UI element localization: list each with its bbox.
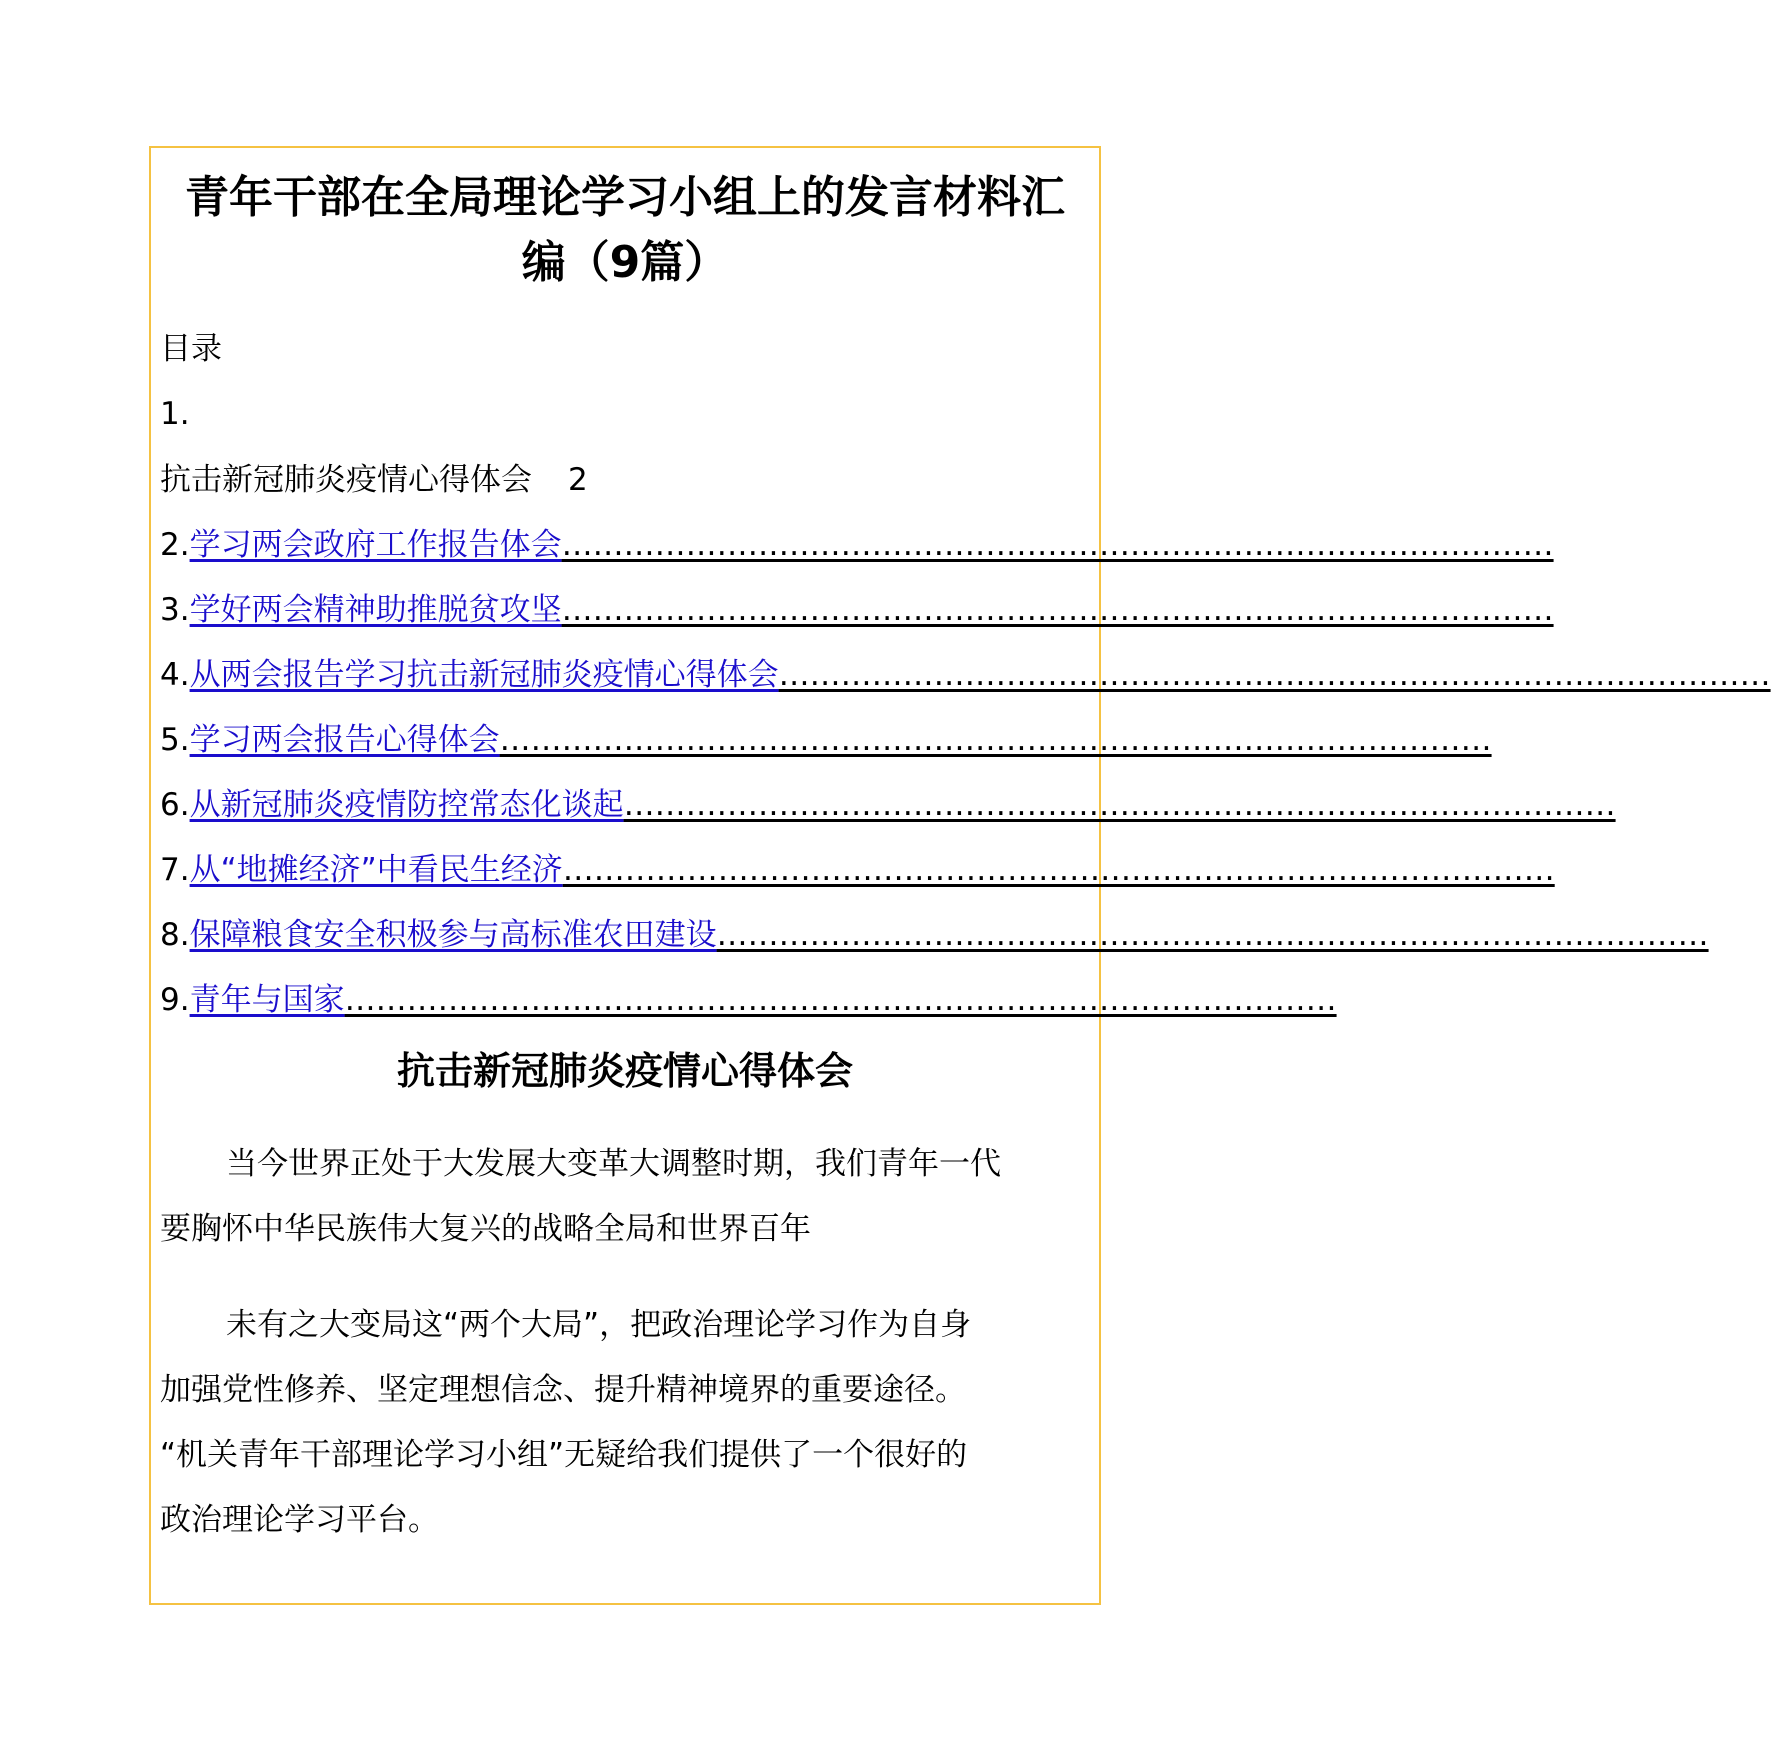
- toc-entry-8: [160, 913, 1709, 957]
- paragraph-1-line-1: [160, 1132, 1060, 1196]
- toc-entry-link[interactable]: 青年与国家: [189, 982, 345, 1018]
- toc-entry-1: [160, 458, 588, 502]
- toc-entry-number: 4.: [160, 657, 190, 693]
- toc-leader-dots: ……………………………………………………………………………………: [623, 787, 1616, 823]
- toc-entry-number: 7.: [160, 852, 190, 888]
- toc-entry-link[interactable]: 保障粮食安全积极参与高标准农田建设: [189, 917, 717, 953]
- toc-entry-6: [160, 783, 1616, 827]
- toc-entry-link[interactable]: 从新冠肺炎疫情防控常态化谈起: [189, 787, 624, 823]
- paragraph-2-line-2: 加强党性修养、坚定理想信念、提升精神境界的重要途径。: [160, 1372, 966, 1408]
- paragraph-2-line-3: “机关青年干部理论学习小组”无疑给我们提供了一个很好的: [160, 1437, 968, 1473]
- toc-entry-7: [160, 848, 1555, 892]
- toc-entry-9: [160, 978, 1337, 1022]
- toc-entry-5: [160, 718, 1492, 762]
- paragraph-text: 未有之大变局这“两个大局”，把政治理论学习作为自身: [226, 1307, 972, 1343]
- toc-leader-dots: ……………………………………………………………………………………: [716, 917, 1709, 953]
- paragraph-2-line-4: 政治理论学习平台。: [160, 1502, 439, 1538]
- toc-entry-link[interactable]: 学习两会报告心得体会: [189, 722, 500, 758]
- toc-entry-1-page: 2: [568, 462, 588, 498]
- toc-entry-link[interactable]: 从“地摊经济”中看民生经济: [189, 852, 563, 888]
- toc-first-number: 1.: [160, 396, 190, 432]
- paragraph-1-line-2: 要胸怀中华民族伟大复兴的战略全局和世界百年: [160, 1211, 811, 1247]
- toc-entry-number: 8.: [160, 917, 190, 953]
- toc-entry-number: 6.: [160, 787, 190, 823]
- document-title-line-2: 编（9篇）: [521, 237, 729, 288]
- paragraph-text: 当今世界正处于大发展大变革大调整时期，我们青年一代: [226, 1146, 1001, 1182]
- toc-entry-link[interactable]: 从两会报告学习抗击新冠肺炎疫情心得体会: [189, 657, 779, 693]
- toc-entry-2: [160, 523, 1554, 567]
- paragraph-2-line-1: [160, 1293, 1060, 1357]
- toc-entry-number: 5.: [160, 722, 190, 758]
- toc-entry-number: 3.: [160, 592, 190, 628]
- toc-leader-dots: ……………………………………………………………………………………: [499, 722, 1492, 758]
- toc-entry-4: [160, 653, 1771, 697]
- toc-leader-dots: ……………………………………………………………………………………: [344, 982, 1337, 1018]
- toc-leader-dots: ……………………………………………………………………………………: [778, 657, 1771, 693]
- toc-entry-link[interactable]: 学好两会精神助推脱贫攻坚: [189, 592, 562, 628]
- toc-leader-dots: ……………………………………………………………………………………: [561, 592, 1554, 628]
- toc-entry-3: [160, 588, 1554, 632]
- section-title: 抗击新冠肺炎疫情心得体会: [396, 1049, 853, 1093]
- toc-entry-1-title: 抗击新冠肺炎疫情心得体会: [160, 462, 532, 498]
- toc-heading: 目录: [160, 331, 222, 367]
- toc-leader-dots: ……………………………………………………………………………………: [562, 852, 1555, 888]
- document-title-line-1: 青年干部在全局理论学习小组上的发言材料汇: [185, 172, 1065, 223]
- toc-leader-dots: ……………………………………………………………………………………: [561, 527, 1554, 563]
- toc-entry-number: 2.: [160, 527, 190, 563]
- toc-entry-link[interactable]: 学习两会政府工作报告体会: [189, 527, 562, 563]
- toc-entry-number: 9.: [160, 982, 190, 1018]
